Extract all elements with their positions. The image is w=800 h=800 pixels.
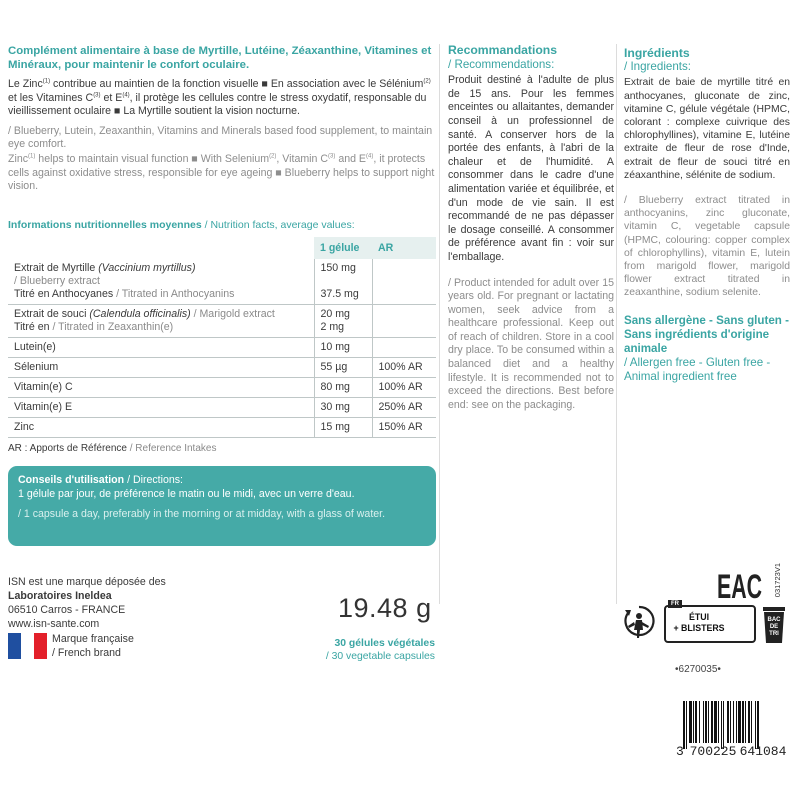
- column-divider: [439, 44, 440, 604]
- etui-line-1: ÉTUI: [688, 612, 710, 622]
- row-value-myrtille: [314, 259, 372, 305]
- french-flag-icon: [8, 633, 47, 659]
- recommendations-title: Recommandations: [448, 43, 558, 57]
- sup-2: (2): [423, 78, 431, 85]
- intro-en-e: , it protects cells against oxidative stress, responsible for eye ageing ■ Blueberry helps to support night vision.: [8, 152, 435, 193]
- barcode-bar: [745, 701, 746, 743]
- intro-fr-text: [8, 78, 436, 119]
- triman-icon: [622, 604, 656, 644]
- allergen-en: / Allergen free - Gluten free - Animal ingredient free: [624, 355, 771, 383]
- directions-fr: 1 gélule par jour, de préférence le matin ou le midi, avec un verre d'eau.: [18, 488, 355, 500]
- intro-section: [8, 44, 436, 200]
- table-row: [8, 259, 436, 305]
- barcode-bar: [730, 701, 731, 743]
- row-value-souci: [314, 305, 372, 338]
- sup-1: (1): [42, 78, 51, 85]
- intro-en-c: , Vitamin C: [276, 152, 329, 165]
- directions-en: / 1 capsule a day, preferably in the morning or at midday, with a glass of water.: [18, 508, 386, 520]
- eac-text: EAC: [717, 568, 762, 604]
- nutrition-table: [8, 237, 436, 438]
- barcode-bar: [703, 701, 704, 743]
- intro-en-d: and E: [335, 152, 367, 165]
- nutrition-title-fr: Informations nutritionnelles moyennes: [8, 219, 202, 231]
- souci-en: / Marigold extract: [190, 308, 275, 320]
- sup-1-en: (1): [28, 153, 36, 160]
- allergen-fr: Sans allergène - Sans gluten - Sans ingrédients d'origine animale: [624, 313, 789, 355]
- ean-right: 641084: [739, 744, 787, 759]
- barcode-bar: [736, 701, 737, 743]
- barcode-bar: [714, 701, 717, 743]
- header-dose: 1 gélule: [314, 237, 372, 259]
- recommendations-en: / Product intended for adult over 15 years old. For pregnant or lactating women, seek advice from a healthcare professional. Keep out of reach of children. Store in a cool dry place. To be consumed within a balanced diet and a healthy lifestyle. It is recommended not to exceed the directions. Best before end: see on the packaging.: [448, 276, 614, 411]
- table-row: [8, 398, 436, 418]
- barcode-bar: [721, 701, 722, 749]
- sup-3-en: (3): [328, 153, 336, 160]
- intro-fr-e: , il protège les cellules contre le stress oxydatif, responsable du vieillissement oculaire ■ La Myrtille soutient la vision nocturne.: [8, 91, 427, 118]
- row-value-vite: 30 mg: [314, 398, 372, 418]
- row-label-vite: Vitamin(e) E: [8, 398, 314, 418]
- sup-2-en: (2): [269, 153, 277, 160]
- row-label-lutein: Lutein(e): [8, 338, 314, 358]
- header-ar: AR: [372, 237, 436, 259]
- directions-title-fr: Conseils d'utilisation: [18, 474, 125, 486]
- recommendations-fr: Produit destiné à l'adulte de plus de 15 ans. Pour les femmes enceintes ou allaitantes, demander conseil à un professionnel de santé. A conserver hors de la portée des enfants, à l'abri de la chaleur et de l'humidité. A consommer dans le cadre d'une alimentation variée et équilibrée, et d'un mode de vie sain. Il est recommandé de ne pas dépasser le dosage conseillé. A consommer de préférence avant fin : voir sur l'emballage.: [448, 74, 614, 263]
- sup-4: (4): [122, 92, 130, 99]
- brand-block: [8, 575, 166, 631]
- row-ar-myrtille: [372, 259, 436, 305]
- antho-fr: Titré en Anthocyanes: [14, 288, 114, 300]
- row-value-lutein: 10 mg: [314, 338, 372, 358]
- barcode-bar: [727, 701, 729, 743]
- table-row: [8, 338, 436, 358]
- table-row: [8, 305, 436, 338]
- ingredients-fr: Extrait de baie de myrtille titré en anthocyanes, gluconate de zinc, vitamine C, gélule végétale (HPMC, colorant : complexe cuivrique des chlorophyllines), vitamine E, lutéine extraite de fleur de rose d'Inde, extrait de fleur de souci titré en zéaxanthine, sélénite de sodium.: [624, 77, 790, 181]
- intro-en-a: Zinc: [8, 152, 29, 165]
- myrtille-fr: Extrait de Myrtille: [14, 262, 99, 274]
- row-label-zinc: Zinc: [8, 418, 314, 438]
- antho-en: / Titrated in Anthocyanins: [113, 288, 235, 300]
- bac-line-2: DE: [769, 624, 779, 630]
- vertical-code: 031723V1: [773, 563, 782, 598]
- row-ar-vite: 250% AR: [372, 398, 436, 418]
- barcode-bar: [708, 701, 709, 743]
- ean-first: 3: [676, 744, 684, 759]
- intro-fr-d: et E: [100, 91, 123, 104]
- barcode-bar: [733, 701, 734, 743]
- barcode-bar: [755, 701, 756, 749]
- ingredients-title: Ingrédients: [624, 46, 690, 60]
- barcode-bar: [757, 701, 759, 749]
- intro-en-b: helps to maintain visual function ■ With Selenium: [35, 152, 270, 165]
- flag-fr: Marque française: [52, 633, 134, 645]
- table-row: [8, 358, 436, 378]
- product-headline: Complément alimentaire à base de Myrtille, Lutéine, Zéaxanthine, Vitamines et Minéraux, pour maintenir le confort oculaire.: [8, 45, 432, 71]
- barcode-bar: [742, 701, 744, 743]
- myrtille-en: / Blueberry extract: [14, 275, 100, 287]
- barcode-bar: [699, 701, 700, 743]
- table-row: [8, 418, 436, 438]
- souci-fr: Extrait de souci: [14, 308, 90, 320]
- row-label-souci: [8, 305, 314, 338]
- sup-4-en: (4): [366, 153, 374, 160]
- etui-line-2: + BLISTERS: [673, 623, 725, 633]
- zeax-val: 2 mg: [320, 321, 345, 333]
- flag-en: / French brand: [52, 646, 121, 659]
- souci-latin: (Calendula officinalis): [89, 308, 191, 320]
- lot-number: •6270035•: [675, 664, 721, 675]
- fr-tag: FR: [668, 600, 682, 608]
- caps-en: / 30 vegetable capsules: [325, 651, 435, 662]
- intro-fr-a: Le Zinc: [8, 78, 43, 90]
- barcode-bar: [723, 701, 724, 749]
- barcode-bar: [695, 701, 697, 743]
- reference-intakes-note: [8, 443, 216, 454]
- ingredients-subtitle: / Ingredients:: [624, 60, 692, 74]
- row-ar-zinc: 150% AR: [372, 418, 436, 438]
- column-divider: [616, 44, 617, 604]
- intro-en-headline: / Blueberry, Lutein, Zeaxanthin, Vitamins and Minerals based food supplement, to maintain eye comfort.: [8, 124, 433, 151]
- recommendations-section: [448, 44, 614, 412]
- row-ar-selenium: 100% AR: [372, 358, 436, 378]
- myrtille-val: 150 mg: [320, 262, 356, 274]
- row-value-zinc: 15 mg: [314, 418, 372, 438]
- intro-fr-b: contribue au maintien de la fonction visuelle ■ En association avec le Sélénium: [50, 78, 424, 90]
- capsule-count: [220, 637, 435, 663]
- table-row: [8, 378, 436, 398]
- row-value-vitc: 80 mg: [314, 378, 372, 398]
- brand-line-2: Laboratoires Ineldea: [8, 590, 112, 602]
- row-value-selenium: 55 µg: [314, 358, 372, 378]
- barcode-bar: [751, 701, 752, 743]
- nutrition-title-en: / Nutrition facts, average values:: [201, 219, 355, 231]
- brand-line-1: ISN est une marque déposée des: [8, 576, 166, 588]
- brand-line-3: 06510 Carros - FRANCE: [8, 604, 126, 616]
- row-label-myrtille: [8, 259, 314, 305]
- ean-left: 700225: [689, 744, 737, 759]
- myrtille-latin: (Vaccinium myrtillus): [98, 262, 196, 274]
- bac-line-1: BAC: [767, 617, 781, 623]
- row-ar-souci: [372, 305, 436, 338]
- row-ar-vitc: 100% AR: [372, 378, 436, 398]
- note-fr: AR : Apports de Référence: [8, 443, 127, 454]
- eac-mark-icon: [717, 566, 762, 604]
- souci-val: 20 mg: [320, 308, 350, 320]
- nutrition-title: [8, 219, 436, 231]
- ingredients-section: [624, 47, 790, 384]
- zeax-fr: Titré en: [14, 321, 50, 333]
- row-label-selenium: Sélenium: [8, 358, 314, 378]
- ean-number: [676, 744, 788, 759]
- barcode-bar: [686, 701, 687, 749]
- row-label-vitc: Vitamin(e) C: [8, 378, 314, 398]
- directions-panel: [8, 466, 436, 546]
- barcode-bar: [748, 701, 750, 743]
- ingredients-en: / Blueberry extract titrated in anthocyanins, zinc gluconate, vitamin C, vegetable capsule (HPMC, colouring: copper complex of chlorophyllins), vitamin E, lutein from marigold flower, marigold flower extract titrated in zeaxanthine, sodium selenite.: [624, 195, 790, 299]
- header-blank: [8, 237, 314, 259]
- bac-line-3: TRI: [769, 631, 779, 637]
- barcode-bar: [683, 701, 685, 749]
- note-en: / Reference Intakes: [126, 443, 217, 454]
- barcode-bar: [738, 701, 741, 743]
- table-header-row: [8, 237, 436, 259]
- sup-3: (3): [93, 92, 101, 99]
- intro-fr-c: et les Vitamines C: [8, 91, 94, 104]
- net-weight: 19.48 g: [338, 593, 432, 623]
- bac-de-tri-bin-icon: [760, 605, 788, 645]
- row-ar-lutein: [372, 338, 436, 358]
- barcode-bar: [689, 701, 692, 743]
- barcode-bar: [711, 701, 713, 743]
- barcode-bar: [705, 701, 707, 743]
- barcode-bar: [718, 701, 719, 743]
- etui-blisters-label: [672, 612, 726, 634]
- caps-fr: 30 gélules végétales: [334, 638, 435, 649]
- antho-val: 37.5 mg: [320, 288, 359, 300]
- intro-en-text: [8, 153, 436, 194]
- brand-website: www.isn-sante.com: [8, 618, 100, 630]
- directions-title-en: / Directions:: [124, 474, 183, 486]
- french-brand-label: [52, 633, 134, 660]
- zeax-en: / Titrated in Zeaxanthin(e): [49, 321, 174, 333]
- barcode-bar: [693, 701, 694, 743]
- recommendations-subtitle: / Recommendations:: [448, 57, 555, 71]
